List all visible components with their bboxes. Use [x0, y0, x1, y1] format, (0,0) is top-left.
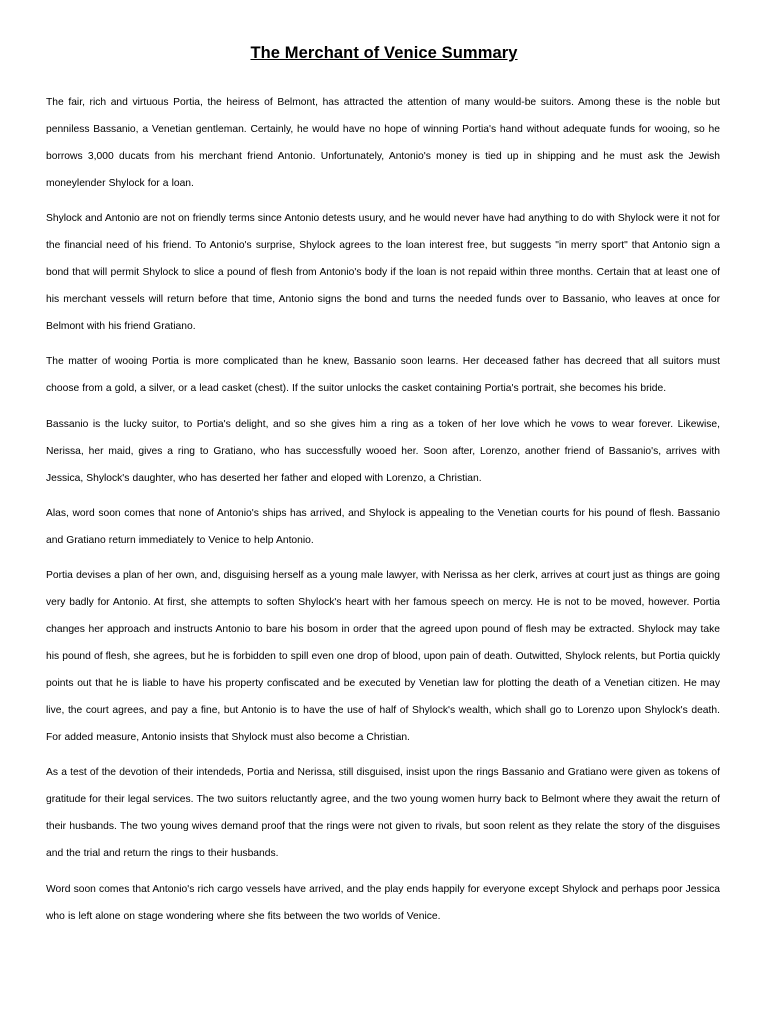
paragraph-1: The fair, rich and virtuous Portia, the heiress of Belmont, has attracted the attention of many would-be suitors. Among these is the noble but penniless Bassanio, a Venetian gentleman. Certainly, he would have no hope of winning Portia's hand without adequate funds for wooing, so he borrows 3,000 ducats from his merchant friend Antonio. Unfortunately, Antonio's money is tied up in shipping and he must ask the Jewish moneylender Shylock for a loan.	[46, 97, 720, 189]
document-title: The Merchant of Venice Summary	[250, 44, 518, 62]
document-body	[46, 90, 720, 939]
paragraph-8: Word soon comes that Antonio's rich cargo vessels have arrived, and the play ends happily for everyone except Shylock and perhaps poor Jessica who is left alone on stage wondering where she fits between the two worlds of Venice.	[46, 883, 720, 922]
paragraph-7: As a test of the devotion of their intendeds, Portia and Nerissa, still disguised, insist upon the rings Bassanio and Gratiano were given as tokens of gratitude for their legal services. The two suitors reluctantly agree, and the two young women hurry back to Belmont where they await the return of their husbands. The two young wives demand proof that the rings were not given to rivals, but soon relent as they relate the story of the disguises and the trial and return the rings to their husbands.	[46, 767, 720, 860]
paragraph-3: The matter of wooing Portia is more complicated than he knew, Bassanio soon learns. Her deceased father has decreed that all suitors must choose from a gold, a silver, or a lead casket (chest). If the suitor unlocks the casket containing Portia's portrait, she becomes his bride.	[46, 356, 720, 395]
paragraph-4: Bassanio is the lucky suitor, to Portia's delight, and so she gives him a ring as a token of her love which he vows to wear forever. Likewise, Nerissa, her maid, gives a ring to Gratiano, who has successfully wooed her. Soon after, Lorenzo, another friend of Bassanio's, arrives with Jessica, Shylock's daughter, who has deserted her father and eloped with Lorenzo, a Christian.	[46, 418, 720, 484]
paragraph-5: Alas, word soon comes that none of Antonio's ships has arrived, and Shylock is appealing to the Venetian courts for his pound of flesh. Bassanio and Gratiano return immediately to Venice to help Antonio.	[46, 508, 720, 546]
paragraph-2: Shylock and Antonio are not on friendly terms since Antonio detests usury, and he would never have had anything to do with Shylock were it not for the financial need of his friend. To Antonio's surprise, Shylock agrees to the loan interest free, but suggests "in merry sport" that Antonio sign a bond that will permit Shylock to slice a pound of flesh from Antonio's body if the loan is not repaid within three months. Certain that at least one of his merchant vessels will return before that time, Antonio signs the bond and turns the needed funds over to Bassanio, who leaves at once for Belmont with his friend Gratiano.	[46, 213, 720, 332]
paragraph-6: Portia devises a plan of her own, and, disguising herself as a young male lawyer, with Nerissa as her clerk, arrives at court just as things are going very badly for Antonio. At first, she attempts to soften Shylock's heart with her famous speech on mercy. He is not to be moved, however. Portia changes her approach and instructs Antonio to bare his bosom in order that the agreed upon pound of flesh may be extracted. Shylock may take his pound of flesh, she agrees, but he is forbidden to spill even one drop of blood, upon pain of death. Outwitted, Shylock relents, but Portia quickly points out that he is liable to have his property confiscated and be executed by Venetian law for plotting the death of a Venetian citizen. He may live, the court agrees, and pay a fine, but Antonio is to have the use of half of Shylock's wealth, which shall go to Lorenzo upon Shylock's death. For added measure, Antonio insists that Shylock must also become a Christian.	[46, 570, 720, 743]
